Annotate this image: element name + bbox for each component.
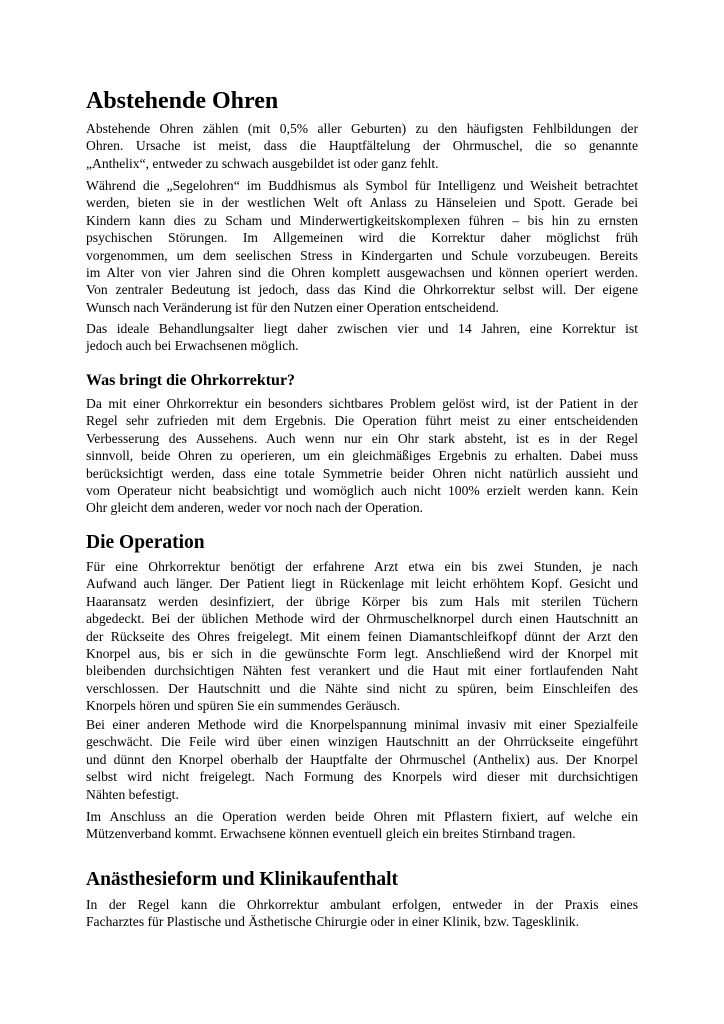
text-line: Regel sehr zufrieden mit dem Ergebnis. Die Operation führt meist zu einer entscheidenden	[86, 413, 638, 429]
heading-ohrkorrektur: Was bringt die Ohrkorrektur?	[86, 372, 296, 389]
text-line: Für eine Ohrkorrektur benötigt der erfahrene Arzt etwa ein bis zwei Stunden, je nach	[86, 559, 638, 574]
paragraph-ohrkorrektur	[86, 395, 638, 517]
text-line: Kindern kann dies zu Scham und Minderwertigkeitskomplexen führen – bis hin zu ernsten	[86, 212, 638, 228]
text-line: berücksichtigt werden, dass eine totale Symmetrie beider Ohren nicht natürlich aussieht und	[86, 465, 638, 481]
text-line: Nähten befestigt.	[86, 786, 179, 802]
text-line: Abstehende Ohren zählen (mit 0,5% aller Geburten) zu den häufigsten Fehlbildungen der	[86, 121, 638, 136]
text-line: Im Anschluss an die Operation werden beide Ohren mit Pflastern fixiert, auf welche ein	[86, 809, 638, 824]
text-line: Facharztes für Plastische und Ästhetische Chirurgie oder in einer Klinik, bzw. Tagesklinik.	[86, 914, 579, 930]
text-line: Während die „Segelohren“ im Buddhismus als Symbol für Intelligenz und Weisheit betrachtet	[86, 178, 638, 193]
text-line: vorgenommen, um dem seelischen Stress in Kindergarten und Schule vorzubeugen. Bereits	[86, 247, 638, 263]
text-line: Bei einer anderen Methode wird die Knorpelspannung minimal invasiv mit einer Spezialfeile	[86, 717, 638, 732]
text-line: In der Regel kann die Ohrkorrektur ambulant erfolgen, entweder in der Praxis eines	[86, 897, 638, 912]
text-line: verschlossen. Der Hautschnitt und die Nähte sind nicht zu spüren, beim Einschleifen des	[86, 680, 638, 696]
text-line: Von zentraler Bedeutung ist jedoch, dass das Kind die Ohrkorrektur selbst will. Der eigene	[86, 282, 638, 298]
text-line: der Rückseite des Ohres freigelegt. Mit einem feinen Diamantschleifkopf dünnt der Arzt den	[86, 628, 638, 644]
text-line: und dünnt den Knorpel oberhalb der Hauptfalte der Ohrmuschel (Anthelix) aus. Der Knorpel	[86, 751, 638, 767]
text-line: Da mit einer Ohrkorrektur ein besonders sichtbares Problem gelöst wird, ist der Patient in der	[86, 396, 638, 411]
page-title: Abstehende Ohren	[86, 88, 279, 114]
text-line: „Anthelix“, entweder zu schwach ausgebildet ist oder ganz fehlt.	[86, 155, 439, 171]
paragraph-operation-2	[86, 716, 638, 803]
heading-operation: Die Operation	[86, 532, 205, 553]
text-line: abgedeckt. Bei der üblichen Methode wird der Ohrmuschelknorpel durch einen Hautschnitt an	[86, 611, 638, 627]
text-line: Ohren. Ursache ist meist, dass die Hauptfältelung der Ohrmuschel, die so genannte	[86, 138, 638, 154]
heading-anaesthesie: Anästhesieform und Klinikaufenthalt	[86, 869, 399, 890]
paragraph-intro-1	[86, 120, 638, 172]
text-line: Verbesserung des Aussehens. Auch wenn nur ein Ohr stark absteht, ist es in der Regel	[86, 430, 638, 446]
paragraph-intro-2	[86, 177, 638, 316]
text-line: Knorpels hören und spüren Sie ein summendes Geräusch.	[86, 698, 401, 714]
text-line: vom Operateur nicht beabsichtigt und womöglich auch nicht 100% erzielt werden kann. Kein	[86, 482, 638, 498]
text-line: selbst wird nicht freigelegt. Nach Formung des Knorpels wird dieser mit durchsichtigen	[86, 769, 638, 785]
text-line: Ohr gleicht dem anderen, weder vor noch nach der Operation.	[86, 500, 424, 516]
text-line: geschwächt. Die Feile wird über einen winzigen Hautschnitt an der Ohrrückseite eingeführt	[86, 734, 638, 750]
paragraph-operation-1	[86, 558, 638, 715]
text-line: Wunsch nach Veränderung ist für den Nutzen einer Operation entscheidend.	[86, 299, 499, 315]
text-line: im Alter von vier Jahren sind die Ohren komplett ausgewachsen und können operiert werden.	[86, 264, 638, 280]
text-line: Mützenverband kommt. Erwachsene können eventuell gleich ein breites Stirnband tragen.	[86, 826, 576, 842]
paragraph-anaesthesie	[86, 896, 638, 931]
text-line: werden, bieten sie in der westlichen Welt oft Anlass zu Hänseleien und Spott. Gerade bei	[86, 195, 638, 211]
text-line: bleibenden durchsichtigen Nähten fest verankert und die Haut mit einer fortlaufenden Naht	[86, 663, 638, 679]
text-line: Das ideale Behandlungsalter liegt daher zwischen vier und 14 Jahren, eine Korrektur ist	[86, 321, 638, 336]
text-line: psychischen Störungen. Im Allgemeinen wird die Korrektur daher möglichst früh	[86, 230, 638, 246]
text-line: jedoch auch bei Erwachsenen möglich.	[86, 338, 299, 354]
paragraph-intro-3	[86, 320, 638, 355]
text-line: Aufwand auch länger. Der Patient liegt in Rückenlage mit leicht erhöhtem Kopf. Gesicht und	[86, 576, 638, 592]
text-line: Haaransatz werden desinfiziert, der übrige Körper bis zum Hals mit sterilen Tüchern	[86, 593, 638, 609]
text-line: sinnvoll, beide Ohren zu operieren, um ein gleichmäßiges Ergebnis zu erhalten. Dabei muss	[86, 448, 638, 464]
text-line: Knorpel aus, bis er sich in die gewünschte Form legt. Anschließend wird der Knorpel mit	[86, 645, 638, 661]
paragraph-operation-3	[86, 808, 638, 843]
